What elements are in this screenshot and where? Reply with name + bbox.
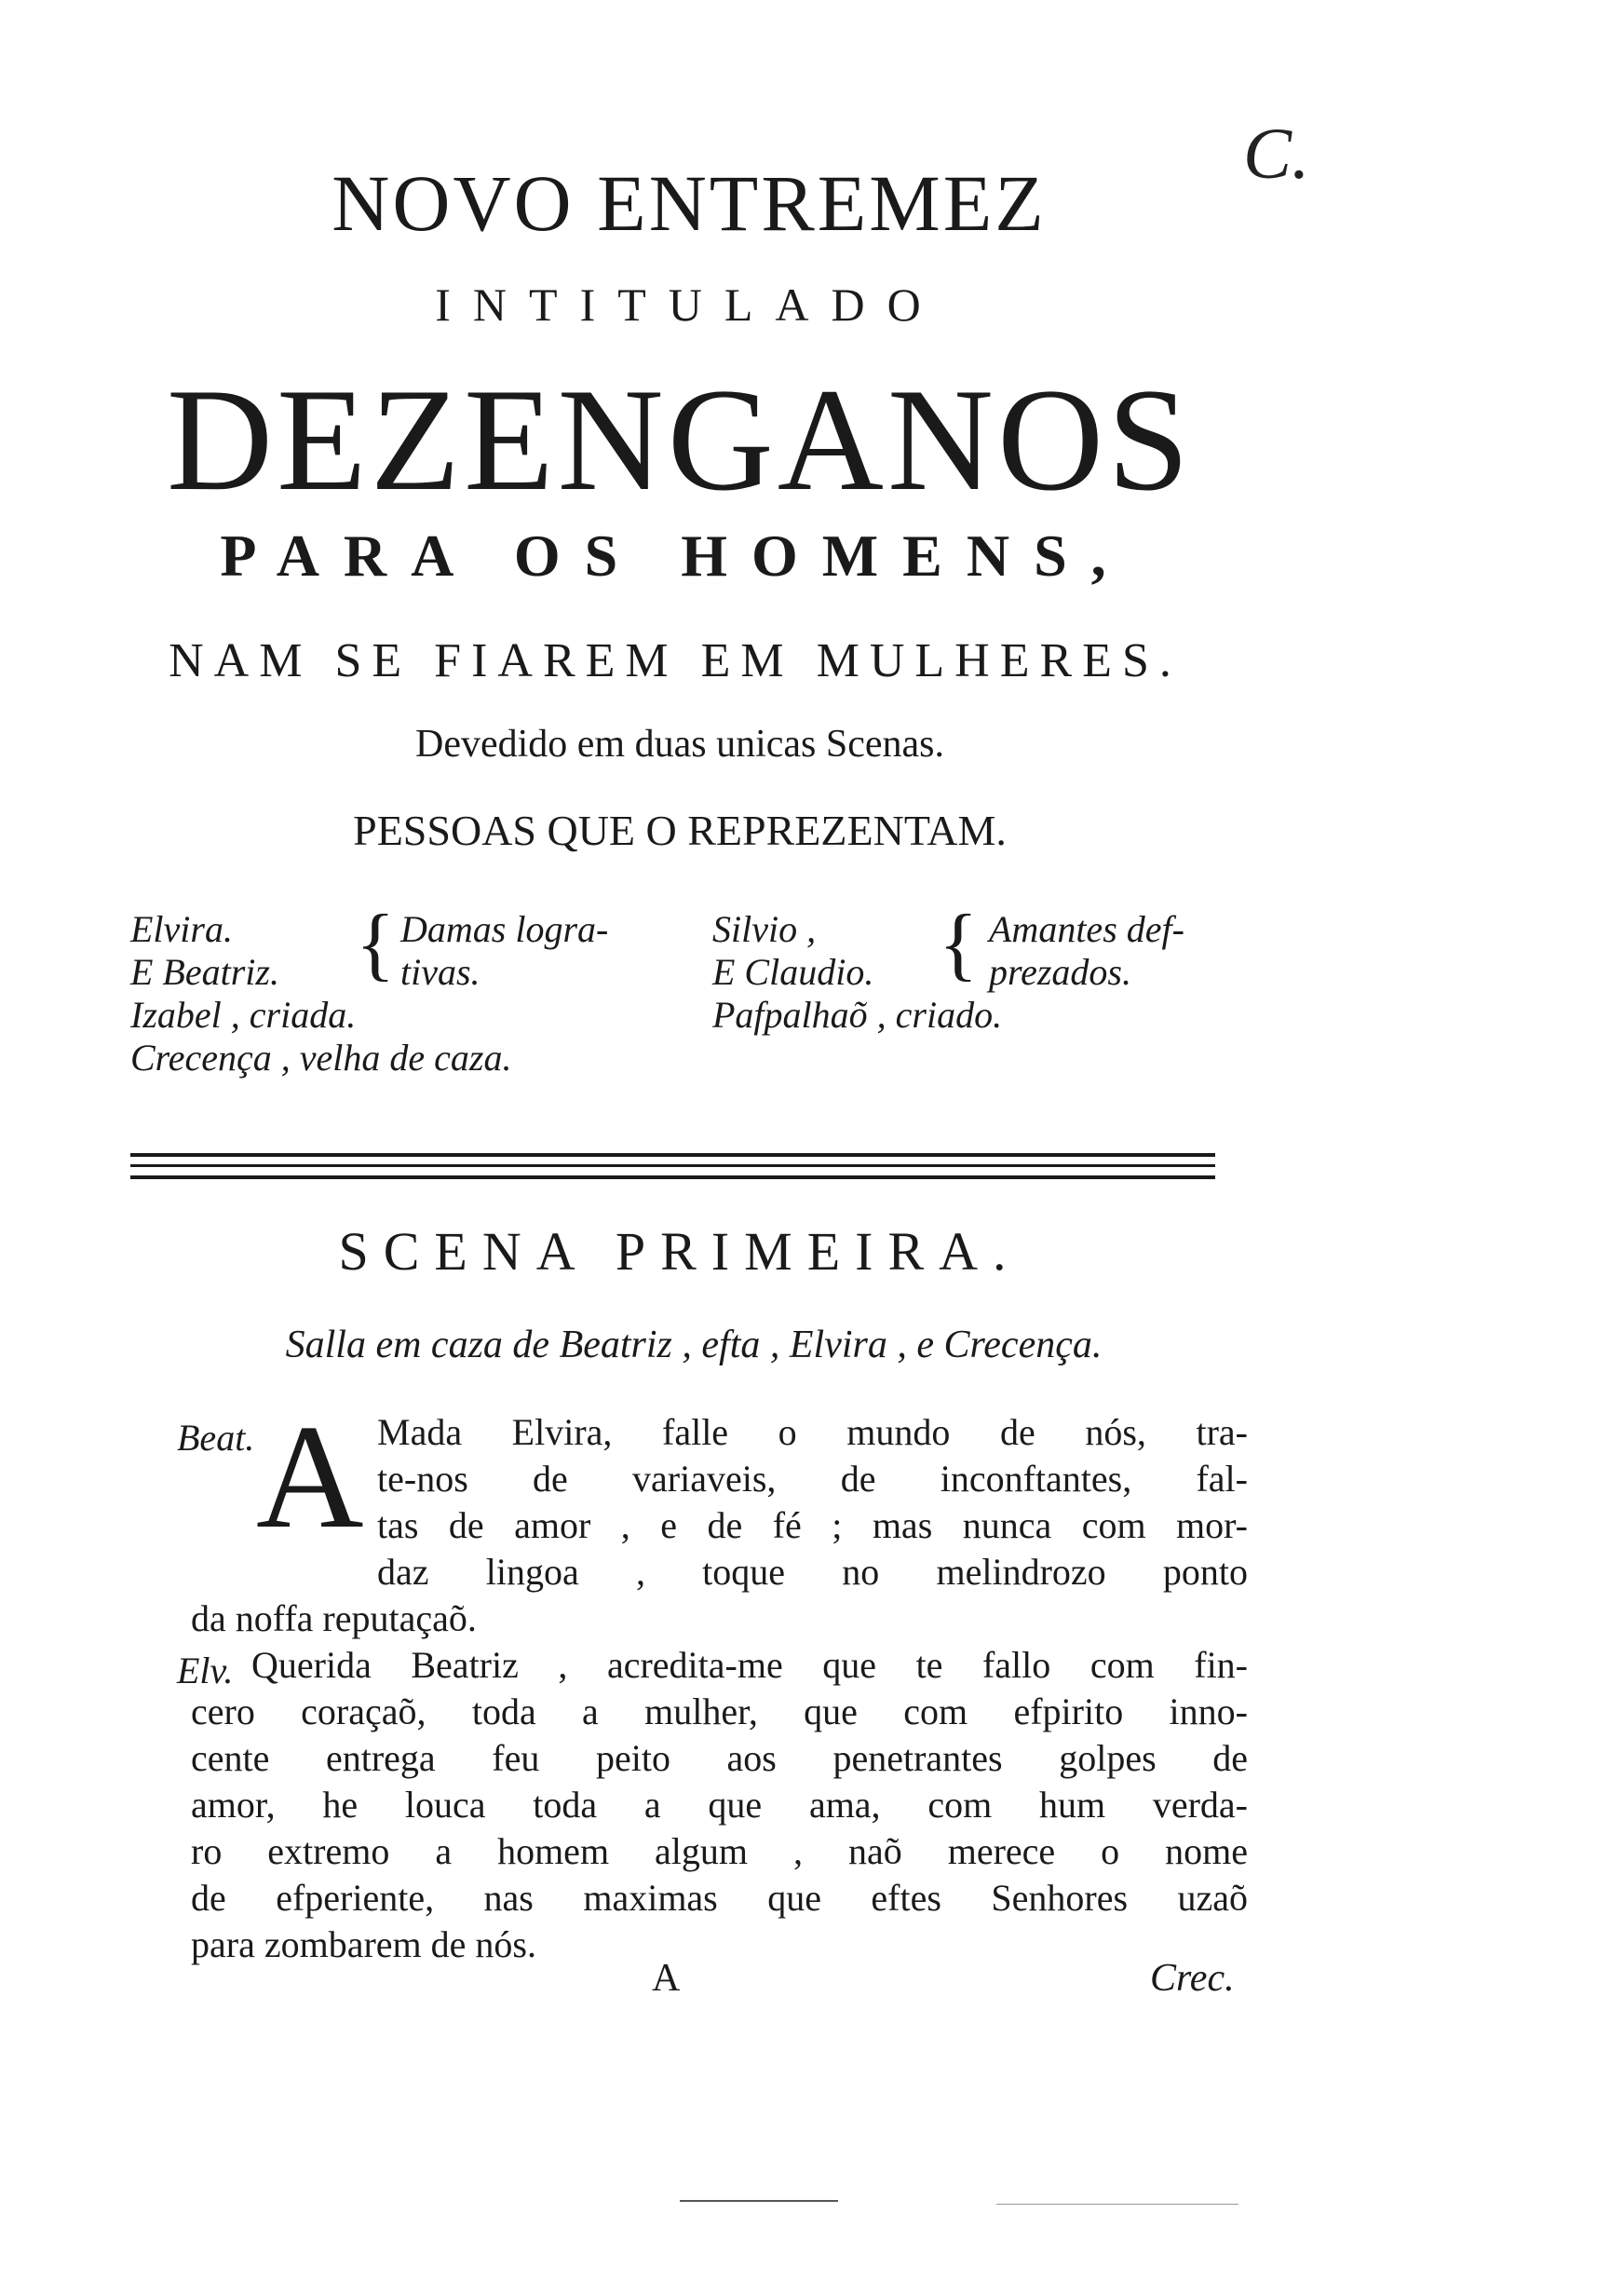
title-line-2: INTITULADO [435,278,943,331]
drop-cap: A [256,1393,364,1559]
margin-mark: C. [1243,113,1310,194]
cast-name: E Claudio. [712,951,874,993]
title-line-4: PARA OS HOMENS, [220,523,1130,589]
signature-mark: A [652,1957,681,2000]
text-line: cente entrega feu peito aos penetrantes golpes de [191,1737,1248,1779]
text-line: tas de amor , e de fé ; mas nunca com mor- [377,1504,1248,1546]
speaker-label: Elv. [177,1650,234,1691]
text-line: Querida Beatriz , acredita-me que te fallo com fin- [251,1644,1248,1686]
brace-icon: { [939,899,979,989]
text-line: da noffa reputaçaõ. [191,1597,477,1639]
cast-name: Elvira. [130,908,233,950]
cast-description: tivas. [400,951,480,993]
scene-setting: Salla em caza de Beatriz , efta , Elvira , e Crecença. [285,1324,1103,1366]
text-line: ro extremo a homem algum , naõ merece o nome [191,1830,1248,1872]
cast-other: Crecença , velha de caza. [130,1037,512,1079]
cast-other: Pafpalhaõ , criado. [712,994,1003,1036]
text-line: de efperiente, nas maximas que eftes Senhores uzaõ [191,1877,1248,1919]
brace-icon: { [356,899,396,989]
text-line: cero coraçaõ, toda a mulher, que com efpirito inno- [191,1691,1248,1732]
title-line-1: NOVO ENTREMEZ [332,158,1047,248]
title-line-5: NAM SE FIAREM EM MULHERES. [169,634,1182,687]
speaker-label: Beat. [177,1417,255,1459]
divider-rule [130,1164,1215,1167]
divider-rule [130,1153,1215,1157]
cast-other: Izabel , criada. [130,994,357,1036]
text-line: te-nos de variaveis, de inconftantes, fal- [377,1458,1248,1500]
text-line: para zombarem de nós. [191,1923,536,1965]
text-line: Mada Elvira, falle o mundo de nós, tra- [377,1411,1248,1453]
text-line: amor, he louca toda a que ama, com hum verda- [191,1784,1248,1826]
subtitle: Devedido em duas unicas Scenas. [414,723,944,766]
footer-mark [680,2200,838,2202]
cast-description: prezados. [989,951,1131,993]
cast-description: Amantes def- [989,908,1184,950]
scene-title: SCENA PRIMEIRA. [338,1221,1022,1282]
cast-name: Silvio , [712,908,817,950]
persons-heading: PESSOAS QUE O REPREZENTAM. [353,807,1007,854]
cast-name: E Beatriz. [130,951,279,993]
footer-mark [996,2204,1238,2205]
text-line: daz lingoa , toque no melindrozo ponto [377,1551,1248,1593]
divider-rule [130,1175,1215,1179]
title-main: DEZENGANOS [166,359,1194,522]
cast-description: Damas logra- [400,908,609,950]
catchword: Crec. [1150,1957,1235,2000]
